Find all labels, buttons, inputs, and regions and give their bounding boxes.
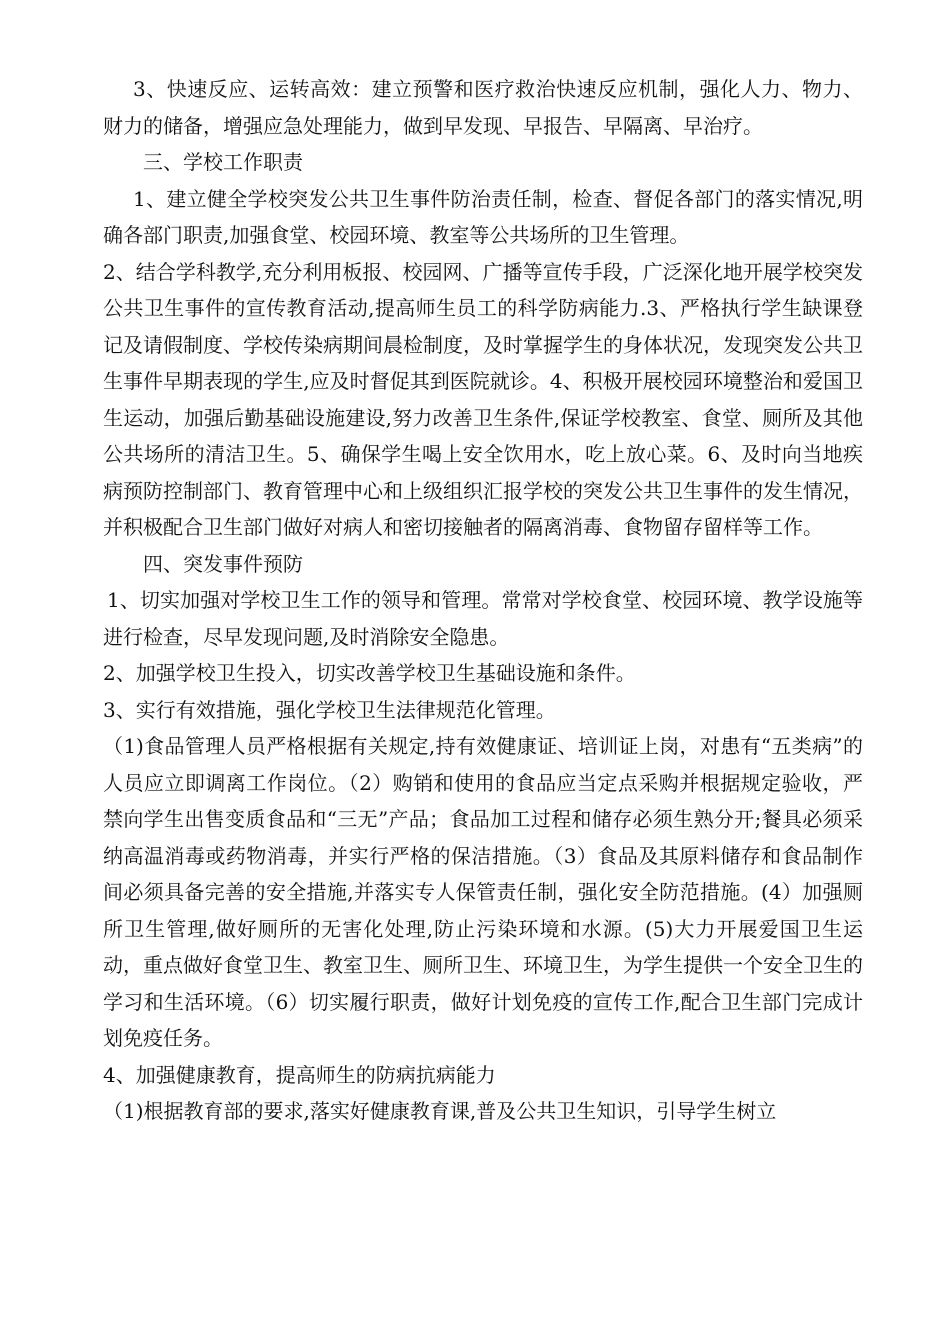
paragraph-prevention-4: 4、加强健康教育，提高师生的防病抗病能力 (103, 1062, 496, 1087)
paragraph-duty-1: 1、建立健全学校突发公共卫生事件防治责任制，检查、督促各部门的落实情况,明确各部门职责,加强食堂、校园环境、教室等公共场所的卫生管理。 (103, 186, 863, 247)
paragraph-response-principle: 3、快速反应、运转高效：建立预警和医疗救治快速反应机制，强化人力、物力、财力的储备，增强应急处理能力，做到早发现、早报告、早隔离、早治疗。 (103, 77, 863, 138)
paragraph-health-education-1: （1)根据教育部的要求,落实好健康教育课,普及公共卫生知识，引导学生树立 (103, 1099, 777, 1123)
section-heading-prevention: 四、突发事件预防 (143, 551, 303, 576)
paragraph-prevention-1: 1、切实加强对学校卫生工作的领导和管理。常常对学校食堂、校园环境、教学设施等进行检查，尽早发现问题,及时消除安全隐患。 (103, 588, 863, 649)
section-heading-school-duties: 三、学校工作职责 (143, 150, 303, 174)
paragraph-prevention-3: 3、实行有效措施，强化学校卫生法律规范化管理。 (103, 697, 556, 722)
document-body (103, 71, 863, 1130)
paragraph-prevention-measures: （1)食品管理人员严格根据有关规定,持有效健康证、培训证上岗，对患有“五类病”的人员应立即调离工作岗位。（2）购销和使用的食品应当定点采购并根据规定验收，严禁向学生出售变质食品和“三无”产品；食品加工过程和储存必须生熟分开;餐具必须采纳高温消毒或药物消毒，并实行严格的保洁措施。（3）食品及其原料储存和食品制作间必须具备完善的安全措施,并落实专人保管责任制，强化安全防范措施。(4）加强厕所卫生管理,做好厕所的无害化处理,防止污染环境和水源。(5)大力开展爱国卫生运动，重点做好食堂卫生、教室卫生、厕所卫生、环境卫生，为学生提供一个安全卫生的学习和生活环境。（6）切实履行职责，做好计划免疫的宣传工作,配合卫生部门完成计划免疫任务。 (103, 734, 863, 1050)
paragraph-duties-2-6: 2、结合学科教学,充分利用板报、校园网、广播等宣传手段，广泛深化地开展学校突发公共卫生事件的宣传教育活动,提高师生员工的科学防病能力.3、严格执行学生缺课登记及请假制度、学校传染病期间晨检制度，及时掌握学生的身体状况，发现突发公共卫生事件早期表现的学生,应及时督促其到医院就诊。4、积极开展校园环境整治和爱国卫生运动，加强后勤基础设施建设,努力改善卫生条件,保证学校教室、食堂、厕所及其他公共场所的清洁卫生。5、确保学生喝上安全饮用水，吃上放心菜。6、及时向当地疾病预防控制部门、教育管理中心和上级组织汇报学校的突发公共卫生事件的发生情况，并积极配合卫生部门做好对病人和密切接触者的隔离消毒、食物留存留样等工作。 (103, 259, 863, 539)
paragraph-prevention-2: 2、加强学校卫生投入，切实改善学校卫生基础设施和条件。 (103, 661, 636, 685)
